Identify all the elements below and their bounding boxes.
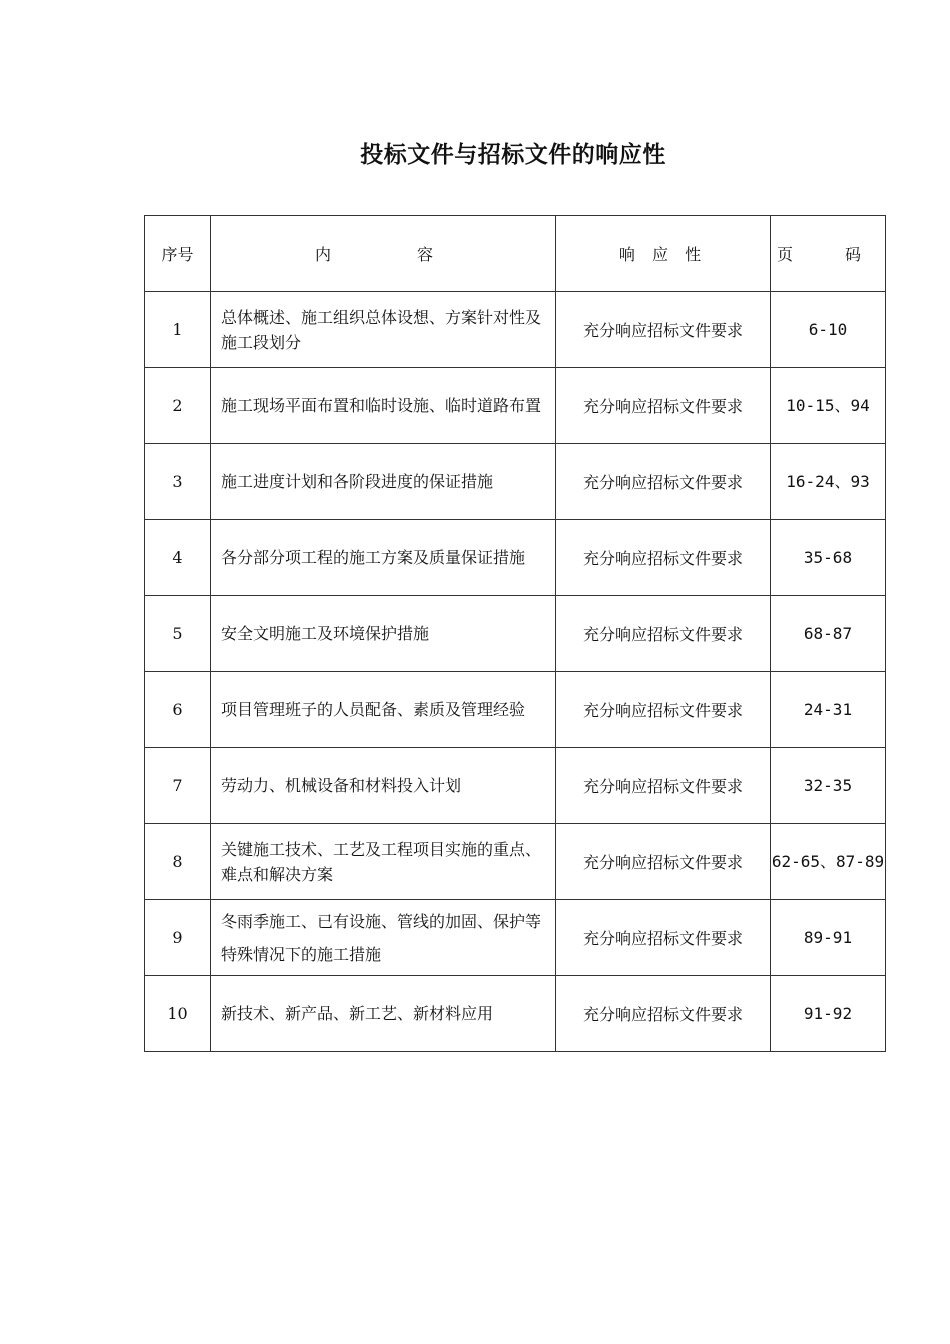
- row-pages: 10-15、94: [771, 368, 886, 444]
- row-response: 充分响应招标文件要求: [556, 368, 771, 444]
- header-pages: 页 码: [771, 216, 886, 292]
- row-pages: 16-24、93: [771, 444, 886, 520]
- row-number: 1: [145, 292, 211, 368]
- row-number: 6: [145, 672, 211, 748]
- row-number: 8: [145, 824, 211, 900]
- table-row: [145, 976, 886, 1052]
- table-row: [145, 292, 886, 368]
- table-row: [145, 368, 886, 444]
- table-row: [145, 444, 886, 520]
- row-content: 项目管理班子的人员配备、素质及管理经验: [211, 672, 556, 748]
- row-content: 总体概述、施工组织总体设想、方案针对性及施工段划分: [211, 292, 556, 368]
- response-table: [144, 215, 886, 1052]
- table-row: [145, 520, 886, 596]
- table-row: [145, 672, 886, 748]
- row-pages: 24-31: [771, 672, 886, 748]
- row-response: 充分响应招标文件要求: [556, 444, 771, 520]
- table-header-row: [145, 216, 886, 292]
- row-number: 3: [145, 444, 211, 520]
- row-content: 施工现场平面布置和临时设施、临时道路布置: [211, 368, 556, 444]
- header-response: 响 应 性: [556, 216, 771, 292]
- row-pages: 91-92: [771, 976, 886, 1052]
- row-content: 安全文明施工及环境保护措施: [211, 596, 556, 672]
- row-number: 4: [145, 520, 211, 596]
- row-response: 充分响应招标文件要求: [556, 672, 771, 748]
- row-content: 关键施工技术、工艺及工程项目实施的重点、难点和解决方案: [211, 824, 556, 900]
- row-number: 5: [145, 596, 211, 672]
- row-pages: 6-10: [771, 292, 886, 368]
- row-number: 2: [145, 368, 211, 444]
- table-row: [145, 900, 886, 976]
- row-number: 7: [145, 748, 211, 824]
- row-content: 劳动力、机械设备和材料投入计划: [211, 748, 556, 824]
- table-row: [145, 596, 886, 672]
- row-content: 冬雨季施工、已有设施、管线的加固、保护等特殊情况下的施工措施: [211, 900, 556, 976]
- row-response: 充分响应招标文件要求: [556, 976, 771, 1052]
- row-response: 充分响应招标文件要求: [556, 900, 771, 976]
- row-response: 充分响应招标文件要求: [556, 292, 771, 368]
- row-response: 充分响应招标文件要求: [556, 824, 771, 900]
- page-title: 投标文件与招标文件的响应性: [360, 142, 666, 168]
- row-number: 10: [145, 976, 211, 1052]
- row-content: 新技术、新产品、新工艺、新材料应用: [211, 976, 556, 1052]
- row-content: 各分部分项工程的施工方案及质量保证措施: [211, 520, 556, 596]
- row-response: 充分响应招标文件要求: [556, 520, 771, 596]
- row-response: 充分响应招标文件要求: [556, 596, 771, 672]
- row-number: 9: [145, 900, 211, 976]
- row-pages: 32-35: [771, 748, 886, 824]
- row-content: 施工进度计划和各阶段进度的保证措施: [211, 444, 556, 520]
- header-content: 内 容: [211, 216, 556, 292]
- row-pages: 68-87: [771, 596, 886, 672]
- table-row: [145, 748, 886, 824]
- header-no: 序号: [145, 216, 211, 292]
- row-response: 充分响应招标文件要求: [556, 748, 771, 824]
- row-pages: 62-65、87-89: [771, 824, 886, 900]
- row-pages: 89-91: [771, 900, 886, 976]
- row-pages: 35-68: [771, 520, 886, 596]
- table-row: [145, 824, 886, 900]
